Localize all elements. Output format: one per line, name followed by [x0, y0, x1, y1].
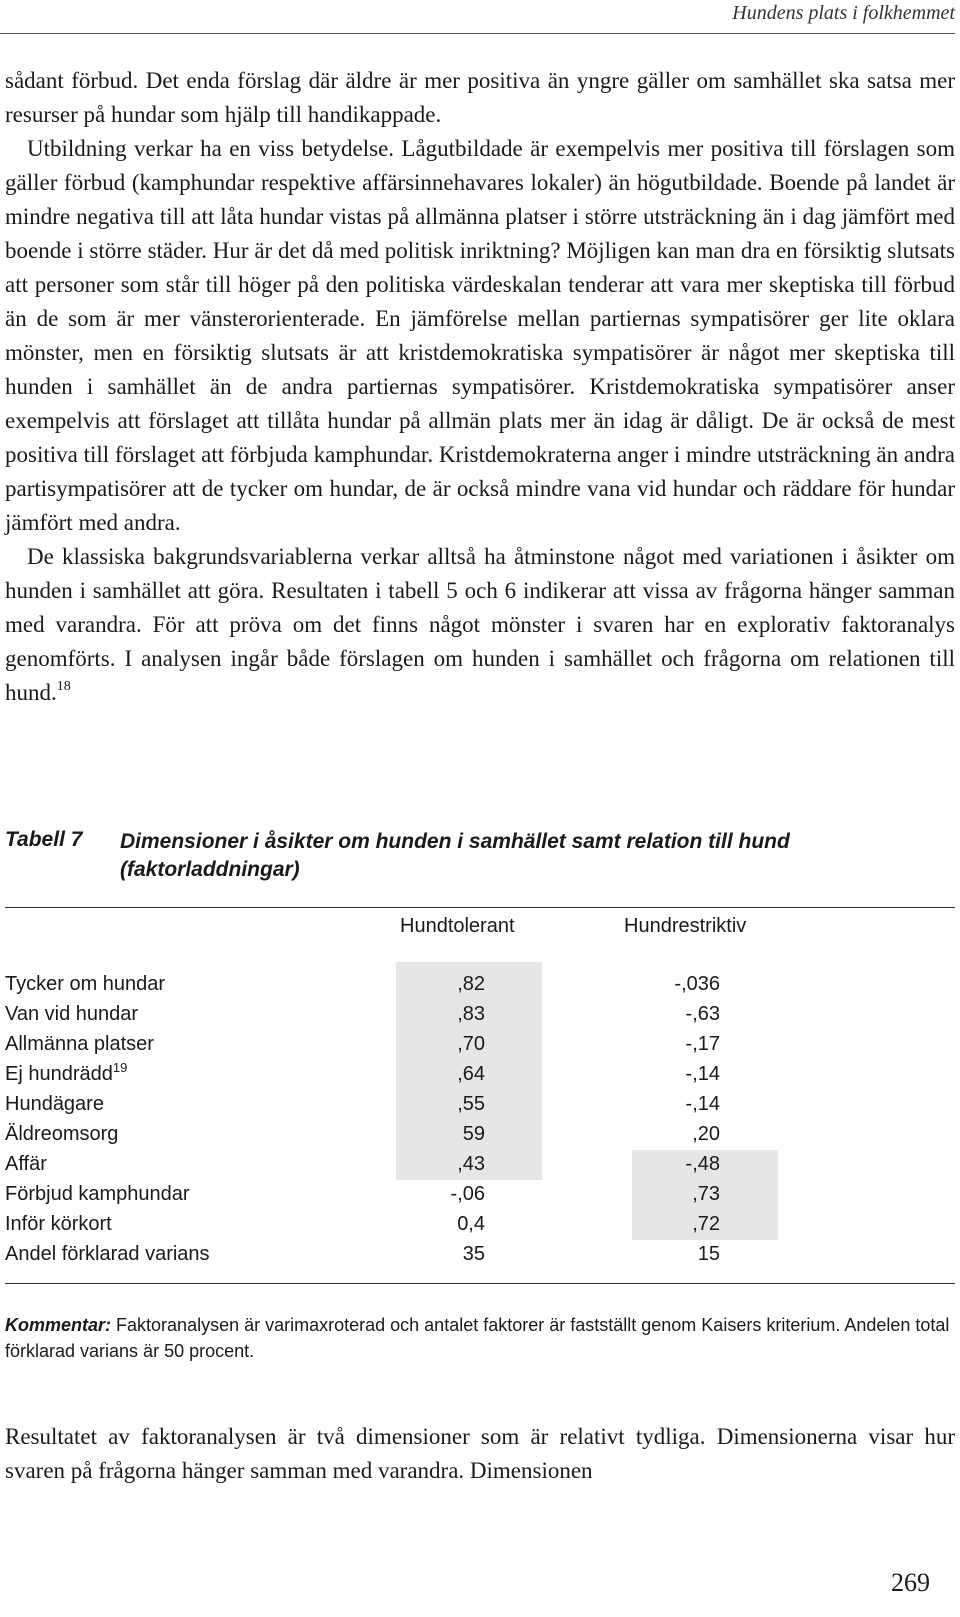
table-row	[5, 1059, 955, 1089]
row-label: Van vid hundar	[5, 1003, 139, 1025]
hundtolerant-value: 35	[462, 1243, 485, 1265]
table-row	[5, 1239, 955, 1269]
column-header-hundrestriktiv: Hundrestriktiv	[624, 915, 747, 937]
hundrestriktiv-value: 15	[697, 1243, 720, 1265]
hundtolerant-value: ,83	[457, 1003, 485, 1025]
table-row	[5, 1149, 955, 1179]
row-label: Äldreomsorg	[5, 1123, 119, 1145]
hundtolerant-value: ,82	[457, 973, 485, 995]
row-label: Inför körkort	[5, 1213, 112, 1235]
table-label: Tabell 7	[5, 828, 83, 851]
table-row	[5, 1089, 955, 1119]
comment-label: Kommentar:	[5, 1315, 112, 1335]
body-text-top	[5, 64, 955, 710]
row-label: Andel förklarad varians	[5, 1243, 210, 1265]
table-bottom-rule	[5, 1283, 955, 1284]
column-header-hundtolerant: Hundtolerant	[400, 915, 515, 937]
row-label: Tycker om hundar	[5, 973, 166, 995]
footnote-marker: 19	[112, 1060, 128, 1075]
table-row	[5, 1209, 955, 1239]
paragraph-text: De klassiska bakgrundsvariablerna verkar alltså ha åtminstone något med variationen i åsikter om hunden i samhället att göra. Resultaten i tabell 5 och 6 indikerar att vissa av frågorna hänger samman med varandra. För att pröva om det finns något mönster i svaren har en explorativ faktoranalys genomförts. I analysen ingår både förslagen om hunden i samhället och frågorna om relationen till hund.	[5, 544, 955, 705]
hundtolerant-value: 59	[462, 1123, 485, 1145]
table-row	[5, 1029, 955, 1059]
table-top-rule	[5, 907, 955, 908]
comment-text: Faktoranalysen är varimaxroterad och antalet faktorer är fastställt genom Kaisers kriterium. Andelen total förklarad varians är 50 procent.	[5, 1315, 950, 1361]
footnote-marker: 18	[56, 679, 71, 694]
hundrestriktiv-value: ,72	[692, 1213, 720, 1235]
page-number: 269	[891, 1568, 930, 1597]
hundrestriktiv-value: -,17	[685, 1033, 720, 1055]
row-label: Ej hundrädd$^{19}$	[5, 1060, 128, 1085]
table-comment	[5, 1312, 955, 1364]
hundrestriktiv-value: -,14	[685, 1093, 720, 1115]
hundrestriktiv-value: -,14	[685, 1063, 720, 1085]
hundrestriktiv-value: -,036	[674, 973, 720, 995]
row-label: Allmänna platser	[5, 1033, 154, 1055]
hundrestriktiv-value: -,63	[685, 1003, 720, 1025]
hundtolerant-value: ,55	[457, 1093, 485, 1115]
hundrestriktiv-value: -,48	[685, 1153, 720, 1175]
table-row	[5, 1179, 955, 1209]
table-title: Dimensioner i åsikter om hunden i samhället samt relation till hund (faktorladdningar)	[120, 830, 790, 881]
paragraph	[5, 540, 955, 710]
row-label: Hundägare	[5, 1093, 104, 1115]
running-title: Hundens plats i folkhemmet	[732, 2, 955, 24]
hundrestriktiv-value: ,73	[692, 1183, 720, 1205]
table-row	[5, 1119, 955, 1149]
paragraph: sådant förbud. Det enda förslag där äldre är mer positiva än yngre gäller om samhället ska satsa mer resurser på hundar som hjälp till handikappade.	[5, 68, 955, 127]
row-label: Förbjud kamphundar	[5, 1183, 190, 1205]
hundtolerant-value: 0,4	[457, 1213, 485, 1235]
hundtolerant-value: ,43	[457, 1153, 485, 1175]
table-row	[5, 999, 955, 1029]
hundtolerant-value: ,64	[457, 1063, 485, 1085]
table-row	[5, 969, 955, 999]
hundtolerant-value: ,70	[457, 1033, 485, 1055]
row-label: Affär	[5, 1153, 47, 1175]
running-header	[0, 0, 955, 34]
paragraph: Resultatet av faktoranalysen är två dimensioner som är relativt tydliga. Dimensionerna visar hur svaren på frågorna hänger samman med varandra. Dimensionen	[5, 1424, 955, 1483]
hundtolerant-value: -,06	[450, 1183, 485, 1205]
paragraph: Utbildning verkar ha en viss betydelse. Lågutbildade är exempelvis mer positiva till förslagen som gäller förbud (kamphundar respektive affärsinnehavares lokaler) än högutbildade. Boende på landet är mindre negativa till att låta hundar vistas på allmänna platser i större utsträckning än i dag jämfört med boende i större städer. Hur är det då med politisk inriktning? Möjligen kan man dra en försiktig slutsats att personer som står till höger på den politiska värdeskalan tenderar att vara mer skeptiska till förbud än de som är mer vänsterorienterade. En jämförelse mellan partiernas sympatisörer ger lite oklara mönster, men en försiktig slutsats är att kristdemokratiska sympatisörer är något mer skeptiska till hunden i samhället än de andra partiernas sympatisörer. Kristdemokratiska sympatisörer anser exempelvis att förslaget att tillåta hundar på allmän plats mer än idag är dåligt. De är också de mest positiva till förslaget att förbjuda kamphundar. Kristdemokraterna anger i mindre utsträckning än andra partisympatisörer att de tycker om hundar, de är också mindre vana vid hundar och räddare för hundar jämfört med andra.	[5, 136, 955, 535]
body-text-bottom	[5, 1420, 955, 1488]
hundrestriktiv-value: ,20	[692, 1123, 720, 1145]
